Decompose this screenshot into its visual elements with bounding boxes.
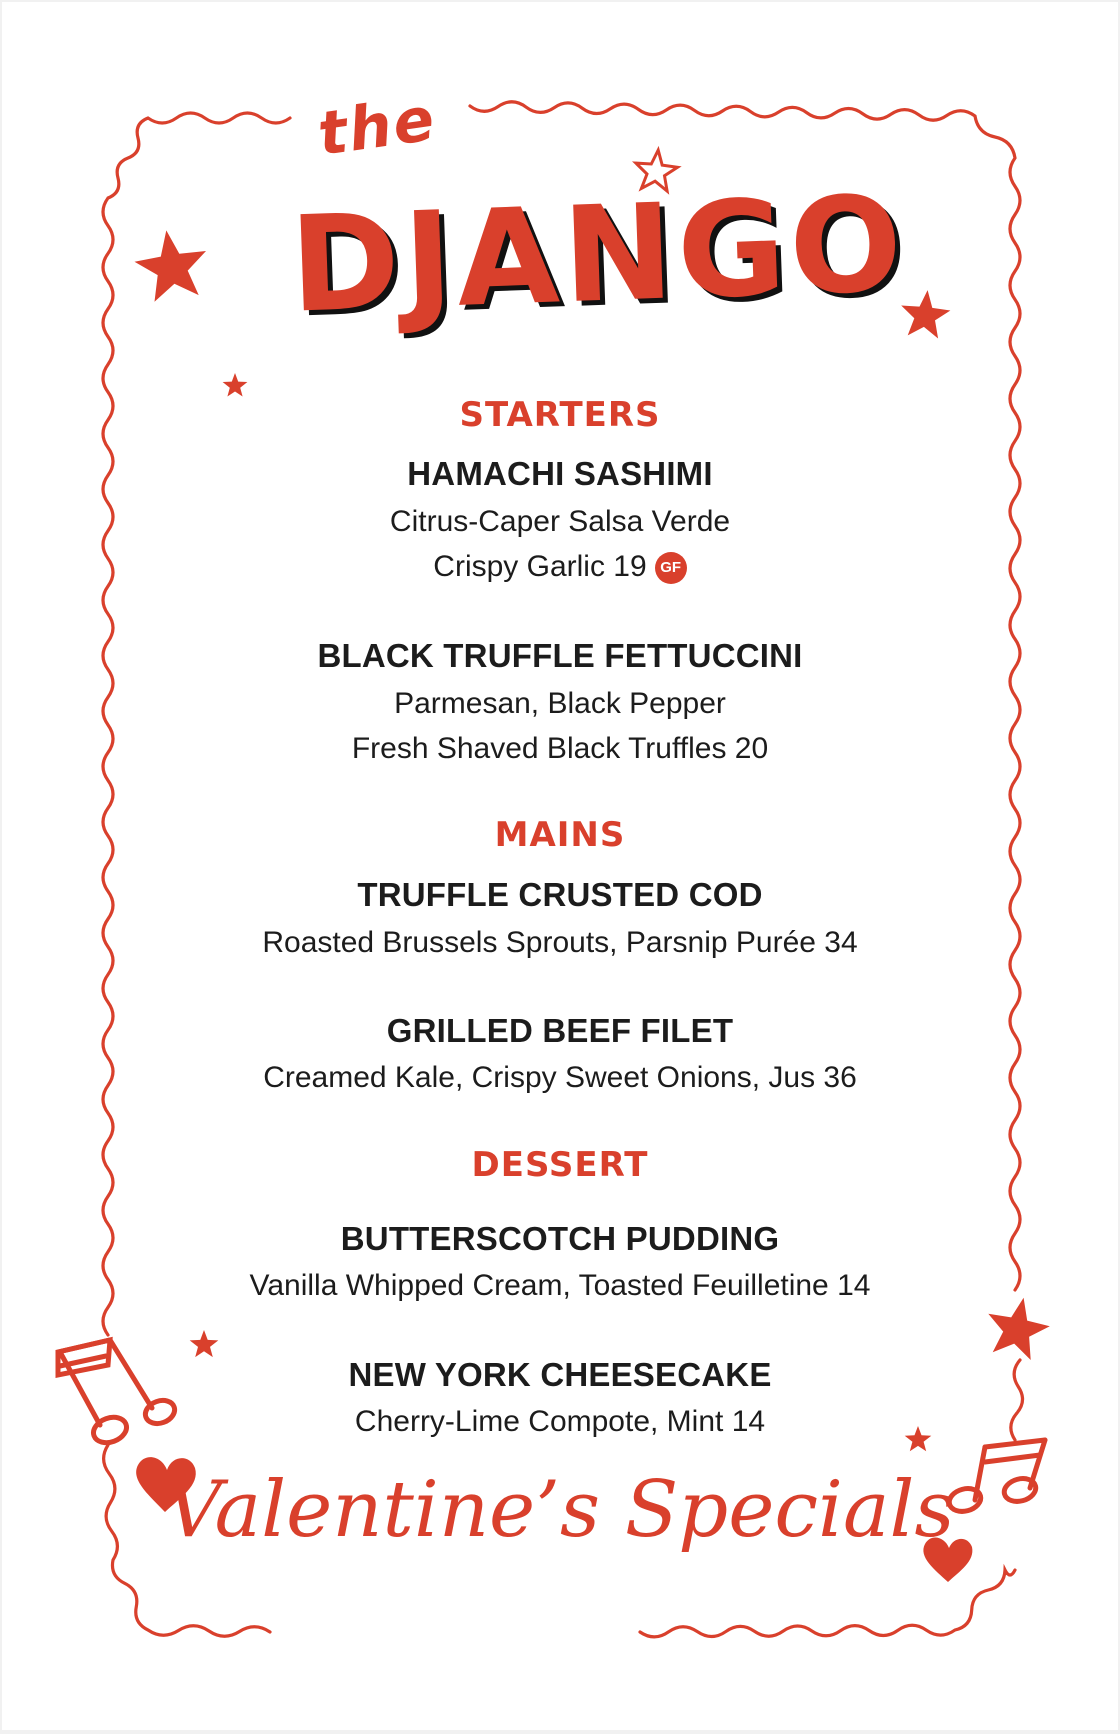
item-name: BUTTERSCOTCH PUDDING	[340, 1220, 780, 1257]
item-description: Creamed Kale, Crispy Sweet Onions, Jus 36	[263, 1061, 857, 1094]
section-title-dessert: DESSERT	[471, 1145, 649, 1185]
gluten-free-badge: GF	[655, 552, 687, 584]
item-description-text: Crispy Garlic 19	[433, 550, 647, 583]
item-description: Cherry-Lime Compote, Mint 14	[354, 1405, 766, 1438]
item-name: NEW YORK CHEESECAKE	[348, 1356, 772, 1393]
brand-logo: DJANGO	[287, 167, 909, 343]
item-description: Roasted Brussels Sprouts, Parsnip Purée 34	[262, 926, 858, 959]
item-name: HAMACHI SASHIMI	[407, 455, 713, 492]
item-name: GRILLED BEEF FILET	[386, 1012, 734, 1049]
item-name: BLACK TRUFFLE FETTUCCINI	[317, 637, 803, 674]
item-description	[0, 550, 1120, 584]
item-description: Parmesan, Black Pepper	[394, 687, 726, 720]
item-description: Citrus-Caper Salsa Verde	[389, 505, 731, 538]
footer-title: Valentine’s Specials	[165, 1465, 955, 1555]
item-description: Vanilla Whipped Cream, Toasted Feuilletine 14	[249, 1269, 871, 1302]
item-name: TRUFFLE CRUSTED COD	[357, 876, 763, 913]
section-title-mains: MAINS	[494, 815, 626, 855]
brand-article: the	[313, 84, 441, 170]
section-title-starters: STARTERS	[459, 395, 661, 435]
item-description: Fresh Shaved Black Truffles 20	[351, 732, 769, 765]
